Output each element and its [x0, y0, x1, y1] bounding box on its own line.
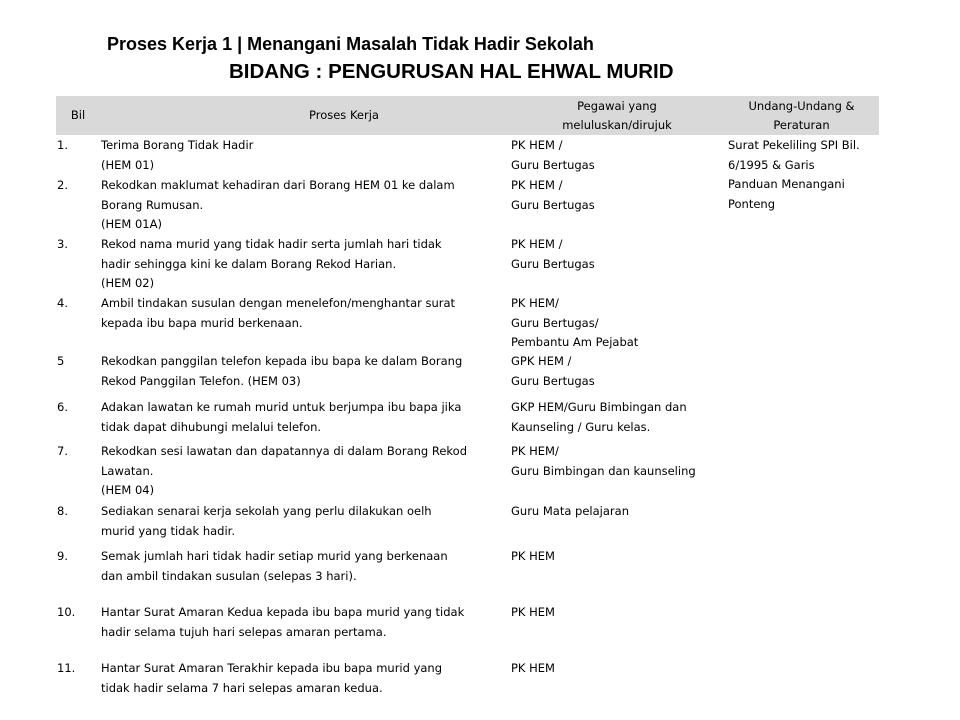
- officer-line: Guru Bertugas: [511, 256, 595, 271]
- process-line: (HEM 01A): [101, 217, 162, 231]
- row-number: 4.: [57, 296, 68, 310]
- header-bil: Bil: [70, 108, 86, 122]
- row-number: 5: [57, 354, 65, 368]
- process-text: [101, 176, 455, 235]
- process-line: Rekod Panggilan Telefon. (HEM 03): [101, 373, 301, 388]
- process-line: Borang Rumusan.: [101, 197, 204, 212]
- process-line: Ambil tindakan susulan dengan menelefon/menghantar surat: [101, 296, 456, 310]
- header-pegawai-line1: Pegawai yang: [577, 98, 657, 113]
- process-text: [101, 502, 432, 541]
- process-line: Lawatan.: [101, 463, 154, 478]
- officer-line: PK HEM/: [511, 296, 559, 310]
- officer-text: [511, 294, 638, 353]
- officer-line: Guru Bertugas: [511, 373, 595, 388]
- header-undang-line1: Undang-Undang &: [748, 98, 855, 113]
- regulation-line: Surat Pekeliling SPI Bil.: [728, 138, 860, 152]
- row-number: 8.: [57, 504, 68, 518]
- process-line: Hantar Surat Amaran Terakhir kepada ibu bapa murid yang: [101, 661, 443, 675]
- process-line: Rekod nama murid yang tidak hadir serta jumlah hari tidak: [101, 237, 442, 251]
- row-number: 3.: [57, 237, 68, 251]
- process-text: [101, 294, 455, 333]
- officer-text: [511, 352, 595, 391]
- officer-text: [511, 659, 555, 679]
- row-number: 7.: [57, 444, 68, 458]
- header-pegawai-line2: meluluskan/dirujuk: [562, 117, 672, 132]
- officer-line: Guru Bimbingan dan kaunseling: [511, 463, 696, 478]
- process-text: [101, 603, 464, 642]
- process-text: [101, 235, 442, 294]
- officer-text: [511, 603, 555, 623]
- officer-line: Guru Bertugas: [511, 157, 595, 172]
- process-line: (HEM 01): [101, 157, 155, 172]
- officer-line: PK HEM: [511, 549, 555, 563]
- header-undang-line2: Peraturan: [773, 117, 830, 132]
- row-number: 9.: [57, 549, 68, 563]
- officer-line: GPK HEM /: [511, 354, 572, 368]
- officer-line: Guru Bertugas: [511, 197, 595, 212]
- process-line: murid yang tidak hadir.: [101, 523, 235, 538]
- officer-line: PK HEM /: [511, 237, 563, 251]
- process-line: Rekodkan panggilan telefon kepada ibu bapa ke dalam Borang: [101, 354, 463, 368]
- officer-text: [511, 442, 696, 481]
- officer-line: Pembantu Am Pejabat: [511, 335, 639, 349]
- process-text: [101, 659, 442, 698]
- process-text: [101, 547, 448, 586]
- process-text: [101, 352, 462, 391]
- officer-text: [511, 547, 555, 567]
- officer-line: Kaunseling / Guru kelas.: [511, 419, 651, 434]
- regulation-line: Ponteng: [728, 196, 776, 211]
- process-line: dan ambil tindakan susulan (selepas 3 hari).: [101, 568, 357, 583]
- process-text: [101, 136, 253, 175]
- process-title-text: Proses Kerja 1 | Menangani Masalah Tidak Hadir Sekolah: [107, 34, 594, 54]
- officer-line: PK HEM /: [511, 138, 563, 152]
- header-undang: [724, 96, 879, 135]
- regulation-text: [728, 136, 860, 214]
- header-proses-kerja: Proses Kerja: [309, 108, 379, 122]
- officer-line: Guru Bertugas/: [511, 315, 599, 330]
- process-line: hadir selama tujuh hari selepas amaran pertama.: [101, 624, 387, 639]
- regulation-line: Panduan Menangani: [728, 177, 845, 191]
- officer-text: [511, 398, 687, 437]
- regulation-line: 6/1995 & Garis: [728, 157, 815, 172]
- officer-line: PK HEM /: [511, 178, 563, 192]
- process-line: kepada ibu bapa murid berkenaan.: [101, 315, 303, 330]
- officer-text: [511, 136, 595, 175]
- process-line: tidak dapat dihubungi melalui telefon.: [101, 419, 322, 434]
- process-line: hadir sehingga kini ke dalam Borang Rekod Harian.: [101, 256, 397, 271]
- process-line: Terima Borang Tidak Hadir: [101, 138, 254, 152]
- process-line: (HEM 02): [101, 276, 155, 290]
- process-line: tidak hadir selama 7 hari selepas amaran kedua.: [101, 680, 383, 695]
- process-line: Adakan lawatan ke rumah murid untuk berjumpa ibu bapa jika: [101, 400, 462, 414]
- row-number: 1.: [57, 138, 68, 152]
- header-pegawai: [522, 96, 712, 135]
- row-number: 10.: [57, 605, 76, 619]
- officer-text: [511, 235, 595, 274]
- officer-text: [511, 176, 595, 215]
- process-line: Sediakan senarai kerja sekolah yang perlu dilakukan oelh: [101, 504, 432, 518]
- officer-line: PK HEM/: [511, 444, 559, 458]
- section-title: BIDANG : PENGURUSAN HAL EHWAL MURID: [229, 60, 674, 83]
- process-line: Rekodkan sesi lawatan dan dapatannya di dalam Borang Rekod: [101, 444, 467, 458]
- officer-line: GKP HEM/Guru Bimbingan dan: [511, 400, 687, 414]
- process-text: [101, 442, 467, 501]
- row-number: 11.: [57, 661, 76, 675]
- row-number: 6.: [57, 400, 68, 414]
- table-header: [56, 96, 879, 135]
- process-line: Semak jumlah hari tidak hadir setiap murid yang berkenaan: [101, 549, 448, 563]
- row-number: 2.: [57, 178, 68, 192]
- officer-line: Guru Mata pelajaran: [511, 504, 629, 518]
- officer-line: PK HEM: [511, 661, 555, 675]
- officer-text: [511, 502, 629, 522]
- process-line: Rekodkan maklumat kehadiran dari Borang HEM 01 ke dalam: [101, 178, 455, 192]
- process-title: [107, 34, 594, 55]
- process-text: [101, 398, 461, 437]
- officer-line: PK HEM: [511, 605, 555, 619]
- process-line: Hantar Surat Amaran Kedua kepada ibu bapa murid yang tidak: [101, 605, 465, 619]
- process-line: (HEM 04): [101, 483, 155, 497]
